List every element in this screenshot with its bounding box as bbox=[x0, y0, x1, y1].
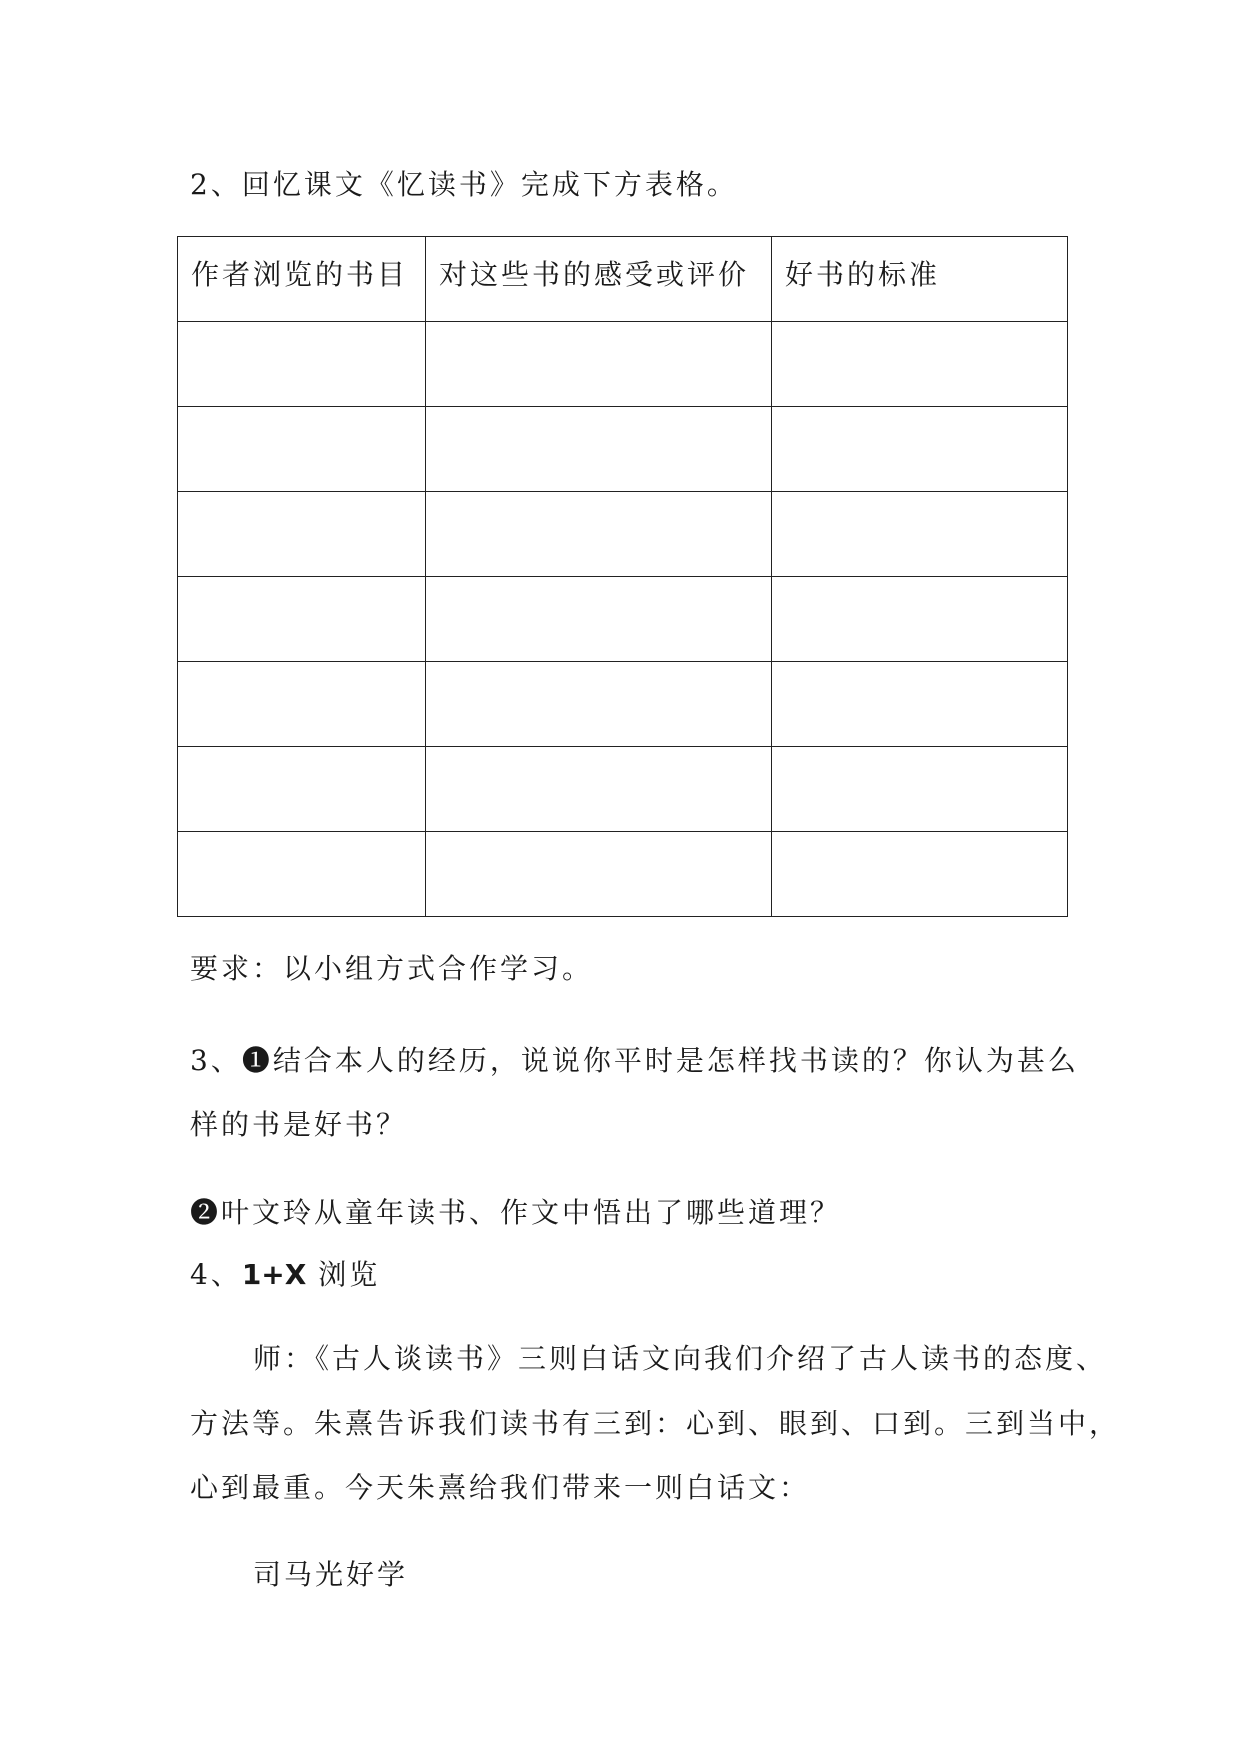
table-cell[interactable] bbox=[426, 832, 772, 917]
table-cell[interactable] bbox=[426, 662, 772, 747]
table-cell[interactable] bbox=[178, 407, 426, 492]
q2-title: 2、回忆课文《忆读书》完成下方表格。 bbox=[190, 168, 738, 201]
q4-prefix: 4、 bbox=[190, 1258, 242, 1291]
q4-suffix: 浏览 bbox=[306, 1258, 381, 1291]
table-cell[interactable] bbox=[426, 747, 772, 832]
header-books-browsed: 作者浏览的书目 bbox=[178, 237, 426, 322]
table-cell[interactable] bbox=[426, 322, 772, 407]
table-cell[interactable] bbox=[772, 322, 1068, 407]
table-row bbox=[178, 747, 1068, 832]
q4-para-line2: 方法等。朱熹告诉我们读书有三到：心到、眼到、口到。三到当中， bbox=[190, 1407, 1121, 1440]
requirement-text: 要求：以小组方式合作学习。 bbox=[190, 952, 594, 985]
table-cell[interactable] bbox=[772, 577, 1068, 662]
table-header-row bbox=[178, 237, 1068, 322]
table-cell[interactable] bbox=[178, 662, 426, 747]
q3-part1-line2: 样的书是好书？ bbox=[190, 1108, 408, 1141]
q3-part1-line1: 3、❶结合本人的经历，说说你平时是怎样找书读的？你认为甚么 bbox=[190, 1044, 1079, 1077]
table-cell[interactable] bbox=[772, 662, 1068, 747]
header-feelings-evaluation: 对这些书的感受或评价 bbox=[426, 237, 772, 322]
table-cell[interactable] bbox=[772, 407, 1068, 492]
q4-para-line1: 师：《古人谈读书》三则白话文向我们介绍了古人读书的态度、 bbox=[253, 1342, 1108, 1375]
table-cell[interactable] bbox=[772, 492, 1068, 577]
table-cell[interactable] bbox=[772, 747, 1068, 832]
table-cell[interactable] bbox=[772, 832, 1068, 917]
table-row bbox=[178, 322, 1068, 407]
table-cell[interactable] bbox=[426, 577, 772, 662]
q3-part2: ❷叶文玲从童年读书、作文中悟出了哪些道理？ bbox=[190, 1196, 842, 1229]
table-cell[interactable] bbox=[426, 407, 772, 492]
q4-para-line3: 心到最重。今天朱熹给我们带来一则白话文： bbox=[190, 1471, 811, 1504]
table-row bbox=[178, 577, 1068, 662]
q4-title bbox=[190, 1258, 380, 1292]
table-row bbox=[178, 407, 1068, 492]
table-cell[interactable] bbox=[178, 492, 426, 577]
table-cell[interactable] bbox=[426, 492, 772, 577]
table-cell[interactable] bbox=[178, 322, 426, 407]
table-row bbox=[178, 492, 1068, 577]
table-cell[interactable] bbox=[178, 832, 426, 917]
books-table bbox=[177, 236, 1068, 917]
table-cell[interactable] bbox=[178, 747, 426, 832]
header-good-book-criteria: 好书的标准 bbox=[772, 237, 1068, 322]
table-cell[interactable] bbox=[178, 577, 426, 662]
q4-bold: 1+X bbox=[241, 1258, 307, 1291]
table-row bbox=[178, 662, 1068, 747]
table-row bbox=[178, 832, 1068, 917]
q4-subtitle: 司马光好学 bbox=[253, 1558, 409, 1591]
